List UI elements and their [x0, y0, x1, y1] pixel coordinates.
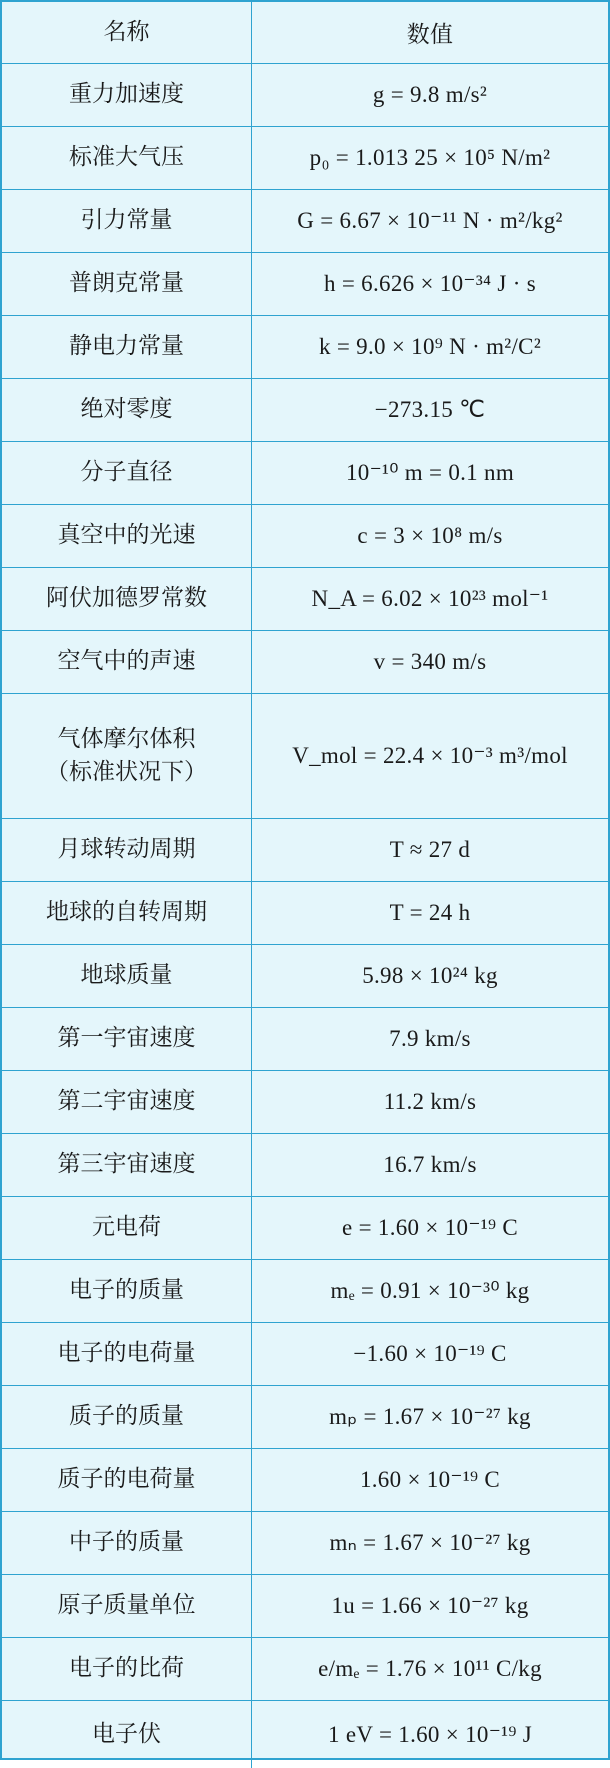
constant-name: 电子的比荷	[2, 1638, 252, 1700]
constant-value: −1.60 × 10⁻¹⁹ C	[353, 1341, 507, 1366]
constant-value: N_A = 6.02 × 10²³ mol⁻¹	[311, 586, 549, 611]
constant-name: 质子的电荷量	[2, 1449, 252, 1511]
constant-name: 标准大气压	[2, 127, 252, 189]
table-row	[2, 1134, 608, 1197]
table-row	[2, 1197, 608, 1260]
table-row	[2, 882, 608, 945]
constant-name: 电子伏	[2, 1701, 252, 1768]
constant-name: 地球的自转周期	[2, 882, 252, 944]
constant-name: 元电荷	[2, 1197, 252, 1259]
constant-value: −273.15 ℃	[374, 397, 486, 422]
constant-name-line: 气体摩尔体积	[57, 725, 196, 752]
constant-name: 电子的质量	[2, 1260, 252, 1322]
table-row	[2, 1260, 608, 1323]
constant-name: 阿伏加德罗常数	[2, 568, 252, 630]
constant-name: 空气中的声速	[2, 631, 252, 693]
table-row	[2, 819, 608, 882]
constant-name: 普朗克常量	[2, 253, 252, 315]
constant-name	[2, 694, 252, 818]
constant-value: T = 24 h	[389, 900, 471, 925]
table-row	[2, 316, 608, 379]
table-row	[2, 379, 608, 442]
constant-value: 5.98 × 10²⁴ kg	[362, 963, 498, 988]
constant-name: 第一宇宙速度	[2, 1008, 252, 1070]
table-row	[2, 1701, 608, 1768]
table-row	[2, 694, 608, 819]
constant-value: G = 6.67 × 10⁻¹¹ N · m²/kg²	[297, 208, 563, 233]
table-row	[2, 1575, 608, 1638]
constant-name: 引力常量	[2, 190, 252, 252]
constant-name: 原子质量单位	[2, 1575, 252, 1637]
constant-value: 16.7 km/s	[383, 1152, 477, 1177]
constant-value: 7.9 km/s	[389, 1026, 471, 1051]
constant-value: e = 1.60 × 10⁻¹⁹ C	[342, 1215, 518, 1240]
constant-name: 第二宇宙速度	[2, 1071, 252, 1133]
constant-value: V_mol = 22.4 × 10⁻³ m³/mol	[292, 743, 568, 768]
constant-value: 10⁻¹⁰ m = 0.1 nm	[345, 460, 515, 485]
constant-name: 电子的电荷量	[2, 1323, 252, 1385]
table-row	[2, 253, 608, 316]
constant-name-line: （标准状况下）	[46, 759, 207, 785]
table-row	[2, 64, 608, 127]
constant-name: 地球质量	[2, 945, 252, 1007]
table-row	[2, 442, 608, 505]
constant-name: 月球转动周期	[2, 819, 252, 881]
constant-name: 质子的质量	[2, 1386, 252, 1448]
table-row	[2, 190, 608, 253]
table-row	[2, 945, 608, 1008]
constant-value: v = 340 m/s	[373, 649, 487, 674]
constant-value: g = 9.8 m/s²	[372, 82, 488, 107]
constant-value: k = 9.0 × 10⁹ N · m²/C²	[318, 334, 542, 359]
table-row	[2, 1449, 608, 1512]
table-row	[2, 568, 608, 631]
table-header-row	[2, 2, 608, 64]
table-row	[2, 127, 608, 190]
table-row	[2, 1071, 608, 1134]
constant-value: mₑ = 0.91 × 10⁻³⁰ kg	[330, 1278, 530, 1303]
table-row	[2, 631, 608, 694]
constant-value: e/mₑ = 1.76 × 10¹¹ C/kg	[318, 1656, 542, 1681]
column-header-value: 数值	[406, 22, 454, 48]
column-header-name: 名称	[2, 2, 252, 63]
constant-name: 重力加速度	[2, 64, 252, 126]
constant-value: 1 eV = 1.60 × 10⁻¹⁹ J	[328, 1721, 532, 1747]
constant-value: 1u = 1.66 × 10⁻²⁷ kg	[331, 1593, 529, 1618]
constant-value: 1.60 × 10⁻¹⁹ C	[359, 1467, 501, 1492]
constant-value: p₀ = 1.013 25 × 10⁵ N/m²	[309, 145, 551, 170]
table-row	[2, 505, 608, 568]
constant-name: 分子直径	[2, 442, 252, 504]
constant-name: 中子的质量	[2, 1512, 252, 1574]
constant-value: h = 6.626 × 10⁻³⁴ J · s	[324, 271, 536, 296]
table-row	[2, 1386, 608, 1449]
constant-value: T ≈ 27 d	[389, 837, 471, 862]
table-row	[2, 1638, 608, 1701]
table-row	[2, 1008, 608, 1071]
constant-name: 绝对零度	[2, 379, 252, 441]
table-row	[2, 1323, 608, 1386]
constant-name: 第三宇宙速度	[2, 1134, 252, 1196]
constant-value: 11.2 km/s	[383, 1089, 477, 1114]
constant-value: mₚ = 1.67 × 10⁻²⁷ kg	[329, 1404, 531, 1429]
constant-value: mₙ = 1.67 × 10⁻²⁷ kg	[329, 1530, 531, 1555]
table-row	[2, 1512, 608, 1575]
constant-value: c = 3 × 10⁸ m/s	[357, 523, 503, 548]
constant-name: 静电力常量	[2, 316, 252, 378]
constant-name: 真空中的光速	[2, 505, 252, 567]
